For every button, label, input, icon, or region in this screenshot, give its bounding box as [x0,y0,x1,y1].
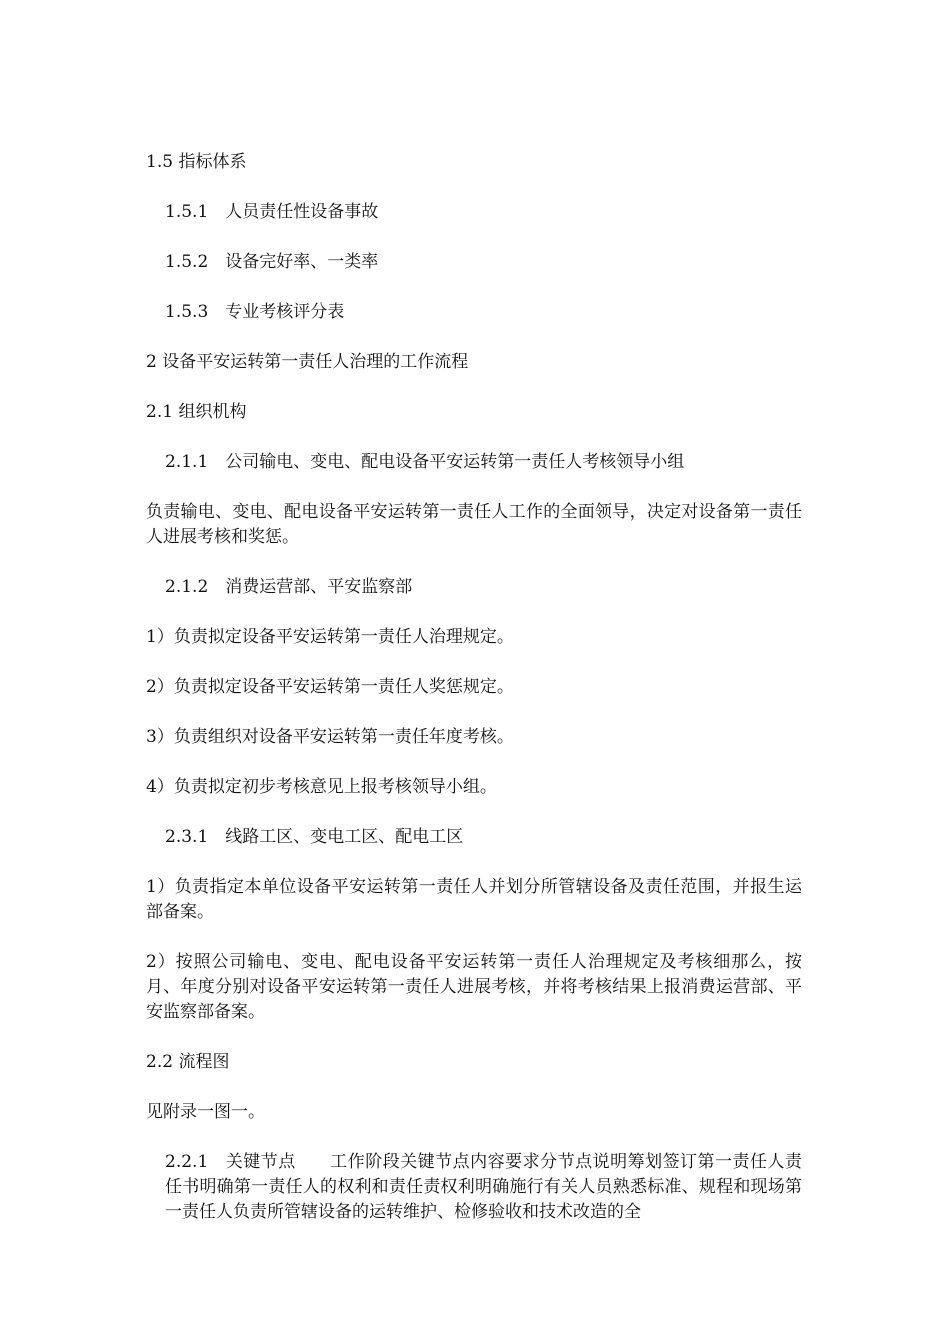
item-text: 专业考核评分表 [225,302,345,322]
item-1-5-3 [146,300,802,325]
item-number: 2.2.1 [165,1152,209,1172]
list-item-text: 3）负责组织对设备平安运转第一责任年度考核。 [146,727,514,747]
item-number: 1.5.3 [165,302,209,322]
heading-text: 2.2 流程图 [146,1052,230,1072]
item-1-5-1 [146,200,802,225]
list-item-text: 2）负责拟定设备平安运转第一责任人奖惩规定。 [146,677,514,697]
heading-text: 2 设备平安运转第一责任人治理的工作流程 [146,352,469,372]
list-item-text: 4）负责拟定初步考核意见上报考核领导小组。 [146,777,497,797]
list-item [146,950,802,1025]
item-number: 1.5.1 [165,202,209,222]
item-2-3-1 [146,825,802,850]
list-item-text: 2）按照公司输电、变电、配电设备平安运转第一责任人治理规定及考核细那么，按月、年度分别对设备平安运转第一责任人进展考核，并将考核结果上报消费运营部、平安监察部备案。 [146,952,802,1022]
body-text: 见附录一图一。 [146,1102,265,1122]
list-item-text: 1）负责拟定设备平安运转第一责任人治理规定。 [146,627,514,647]
heading-text: 2.1 组织机构 [146,402,247,422]
item-text: 消费运营部、平安监察部 [225,577,413,597]
heading-text: 1.5 指标体系 [146,152,247,172]
item-text: 线路工区、变电工区、配电工区 [225,827,464,847]
item-text: 人员责任性设备事故 [225,202,379,222]
item-1-5-2 [146,250,802,275]
list-item [146,725,802,750]
heading-2-2 [146,1050,802,1075]
item-label: 关键节点 [225,1152,296,1172]
list-item [146,675,802,700]
body-text: 负责输电、变电、配电设备平安运转第一责任人工作的全面领导，决定对设备第一责任人进展考核和奖惩。 [146,502,802,547]
body-paragraph [146,1100,802,1125]
list-item [146,625,802,650]
body-paragraph [146,500,802,550]
item-number: 1.5.2 [165,252,209,272]
item-2-2-1 [146,1150,802,1225]
item-text: 公司输电、变电、配电设备平安运转第一责任人考核领导小组 [225,452,685,472]
item-text: 工作阶段关键节点内容要求分节点说明筹划签订第一责任人责任书明确第一责任人的权利和责任责权利明确施行有关人员熟悉标准、规程和现场第一责任人负责所管辖设备的运转维护、检修验收和技术改造的全 [165,1152,803,1222]
item-number: 2.3.1 [165,827,209,847]
item-number: 2.1.2 [165,577,209,597]
item-2-1-1 [146,450,802,475]
list-item [146,875,802,925]
document-page [146,150,802,1250]
heading-2 [146,350,802,375]
list-item [146,775,802,800]
item-text: 设备完好率、一类率 [225,252,379,272]
list-item-text: 1）负责指定本单位设备平安运转第一责任人并划分所管辖设备及责任范围，并报生运部备案。 [146,877,802,922]
heading-1-5 [146,150,802,175]
item-2-1-2 [146,575,802,600]
item-number: 2.1.1 [165,452,209,472]
heading-2-1 [146,400,802,425]
